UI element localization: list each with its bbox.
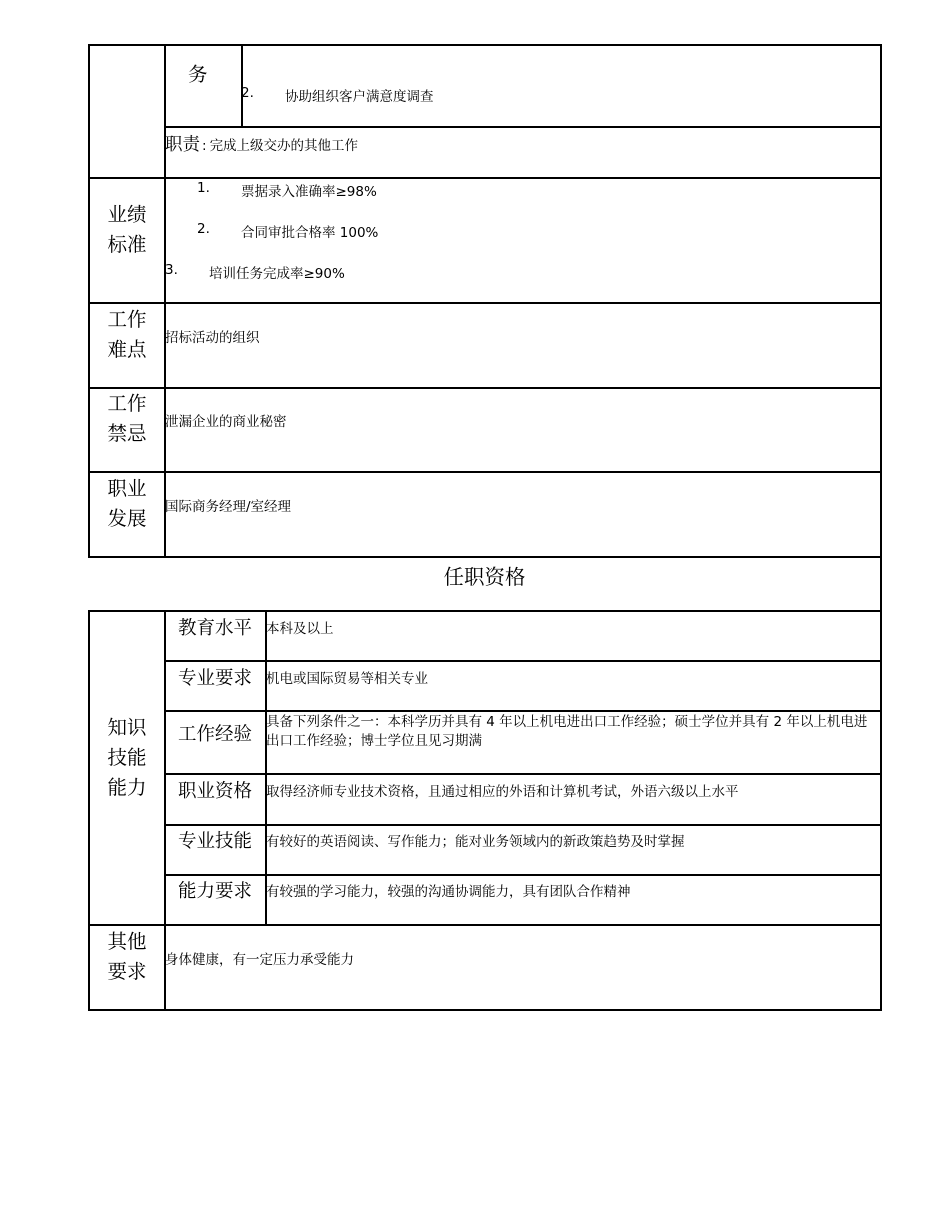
table-border — [164, 126, 882, 128]
table-border — [265, 610, 267, 925]
duty-other — [165, 131, 358, 156]
difficulty-label: 工作 难点 — [107, 308, 147, 361]
table-border — [164, 710, 882, 712]
qualification-title: 任职资格 — [443, 565, 526, 589]
table-border — [88, 44, 882, 46]
qualification-row-label: 工作经验 — [177, 724, 252, 745]
duty-other-label: 职责 — [165, 135, 200, 155]
qualification-row-label: 专业技能 — [177, 831, 252, 852]
duty-item-text: 协助组织客户满意度调查 — [285, 89, 434, 105]
qualification-row-text: 本科及以上 — [266, 621, 334, 637]
table-border — [88, 1009, 882, 1011]
table-border — [880, 44, 882, 1010]
qualification-row-text: 取得经济师专业技术资格，且通过相应的外语和计算机考试，外语六级以上水平 — [266, 784, 739, 800]
prohibition-label: 工作 禁忌 — [107, 392, 147, 445]
performance-label: 业绩 标准 — [107, 203, 147, 256]
performance-item-number: 1. — [197, 180, 210, 196]
qualification-row-text: 有较强的学习能力，较强的沟通协调能力，具有团队合作精神 — [266, 884, 631, 900]
performance-item-number: 3. — [165, 262, 178, 278]
other-requirements-label: 其他 要求 — [107, 930, 147, 983]
performance-item-text: 培训任务完成率≥90% — [209, 266, 345, 282]
table-border — [164, 824, 882, 826]
duty-other-text: 完成上级交办的其他工作 — [209, 138, 359, 154]
qualification-row-text: 具备下列条件之一：本科学历并具有 4 年以上机电进出口工作经验；硕士学位并具有 2 年以上机电进出口工作经验；博士学位且见习期满 — [266, 714, 868, 749]
table-border — [88, 387, 882, 389]
qualification-row-label: 职业资格 — [177, 781, 252, 802]
duty-item-number: 2. — [241, 85, 254, 101]
qualification-row-label: 能力要求 — [177, 881, 252, 902]
table-border — [164, 660, 882, 662]
qualification-group-label: 知识 技能 能力 — [107, 716, 147, 799]
table-border — [88, 302, 882, 304]
table-border — [88, 471, 882, 473]
duty-other-separator: : — [202, 138, 207, 154]
table-border — [88, 556, 882, 558]
duties-label-fragment: 务 — [188, 63, 208, 86]
qualification-row-label: 专业要求 — [177, 668, 252, 689]
table-border — [88, 610, 882, 612]
performance-item-text: 合同审批合格率 100% — [241, 225, 379, 241]
qualification-row-text: 有较好的英语阅读、写作能力；能对业务领域内的新政策趋势及时掌握 — [266, 834, 685, 850]
career-text: 国际商务经理/室经理 — [165, 499, 292, 515]
performance-item-number: 2. — [197, 221, 210, 237]
qualification-row-label: 教育水平 — [177, 618, 252, 639]
table-border — [164, 773, 882, 775]
prohibition-text: 泄漏企业的商业秘密 — [165, 414, 287, 430]
performance-item-text: 票据录入准确率≥98% — [241, 184, 377, 200]
qualification-row-text: 机电或国际贸易等相关专业 — [266, 671, 428, 687]
difficulty-text: 招标活动的组织 — [165, 330, 260, 346]
table-border — [88, 177, 882, 179]
career-label: 职业 发展 — [107, 477, 147, 530]
other-requirements-text: 身体健康，有一定压力承受能力 — [165, 952, 354, 968]
table-border — [88, 924, 882, 926]
table-border — [164, 874, 882, 876]
